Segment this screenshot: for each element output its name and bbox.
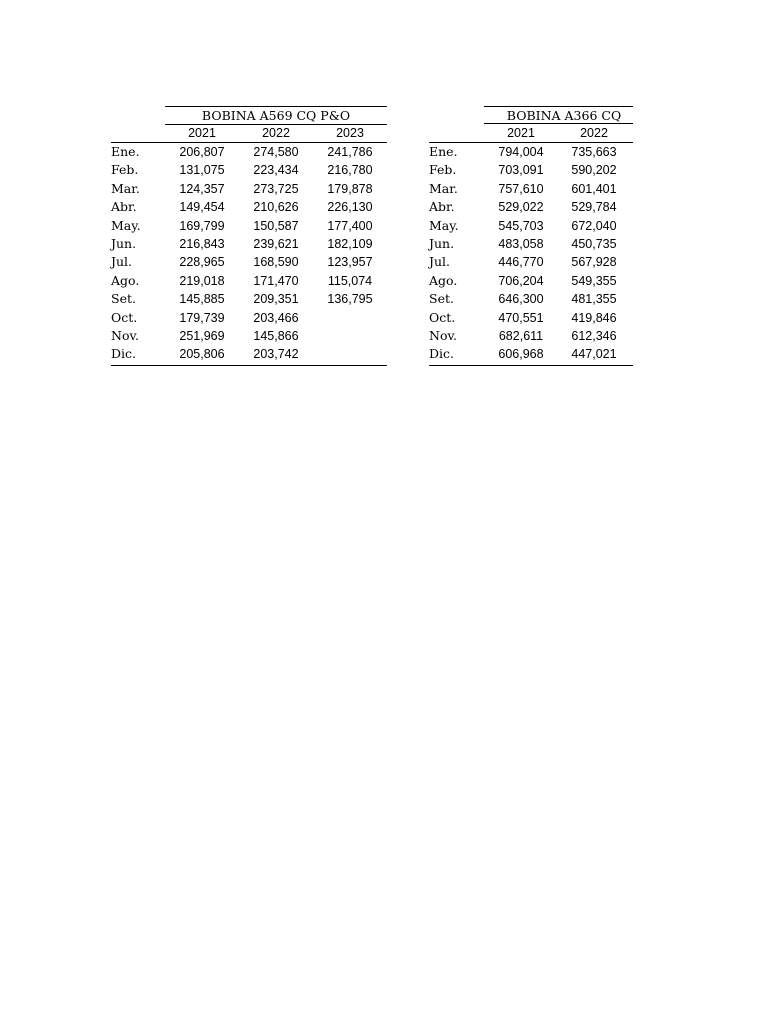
table-row bbox=[111, 198, 387, 216]
value-cell: 203,742 bbox=[253, 347, 299, 362]
value-cell: 567,928 bbox=[571, 255, 617, 270]
table-row bbox=[111, 143, 387, 161]
value-cell: 549,355 bbox=[571, 273, 617, 288]
value-cell: 145,885 bbox=[179, 292, 225, 307]
month-label: Oct. bbox=[111, 309, 138, 325]
year-header: 2021 bbox=[507, 126, 535, 140]
bottom-rule bbox=[111, 365, 387, 366]
month-label: Jun. bbox=[111, 235, 137, 251]
value-cell: 228,965 bbox=[179, 255, 225, 270]
month-label: Feb. bbox=[111, 162, 139, 178]
month-label: Ene. bbox=[111, 144, 140, 159]
table-row bbox=[429, 161, 633, 179]
table-row bbox=[429, 198, 633, 216]
table-row bbox=[429, 345, 633, 363]
month-label: Set. bbox=[111, 291, 136, 307]
month-label: Ago. bbox=[429, 272, 458, 288]
value-cell: 470,551 bbox=[498, 310, 544, 325]
value-cell: 210,626 bbox=[253, 200, 299, 215]
value-cell: 545,703 bbox=[498, 218, 544, 233]
table-row bbox=[111, 253, 387, 271]
value-cell: 794,004 bbox=[498, 145, 544, 159]
value-cell: 419,846 bbox=[571, 310, 617, 325]
year-header bbox=[631, 124, 633, 142]
month-label: Dic. bbox=[111, 346, 136, 362]
value-cell: 124,357 bbox=[179, 181, 225, 196]
value-cell: 209,351 bbox=[253, 292, 299, 307]
year-header: 2021 bbox=[188, 126, 216, 140]
value-cell: 735,663 bbox=[571, 145, 617, 159]
table-title: BOBINA A569 CQ P&O bbox=[165, 106, 387, 125]
table-row bbox=[429, 327, 633, 345]
table-row bbox=[429, 253, 633, 271]
title-underline bbox=[484, 123, 633, 124]
table-row bbox=[429, 290, 633, 308]
value-cell: 481,355 bbox=[571, 292, 617, 307]
value-cell: 241,786 bbox=[327, 145, 373, 159]
value-cell: 168,590 bbox=[253, 255, 299, 270]
table-row bbox=[429, 143, 633, 161]
month-label: Ene. bbox=[429, 144, 458, 159]
value-cell: 703,091 bbox=[498, 163, 544, 178]
month-label: Oct. bbox=[429, 309, 456, 325]
value-cell: 606,968 bbox=[498, 347, 544, 362]
value-cell: 251,969 bbox=[179, 328, 225, 343]
month-label: Feb. bbox=[429, 162, 457, 178]
value-cell: 612,346 bbox=[571, 328, 617, 343]
value-cell: 216,780 bbox=[327, 163, 373, 178]
value-cell: 131,075 bbox=[179, 163, 225, 178]
value-cell: 646,300 bbox=[498, 292, 544, 307]
value-cell: 171,470 bbox=[253, 273, 299, 288]
month-label: Dic. bbox=[429, 346, 454, 362]
month-label: Nov. bbox=[111, 327, 140, 343]
value-cell: 450,735 bbox=[571, 236, 617, 251]
month-label: Ago. bbox=[111, 272, 140, 288]
spreadsheet-page bbox=[0, 0, 633, 380]
value-cell: 177,400 bbox=[327, 218, 373, 233]
table-row bbox=[429, 235, 633, 253]
month-label: Mar. bbox=[111, 180, 140, 196]
value-cell: 239,621 bbox=[253, 236, 299, 251]
table-body bbox=[111, 143, 387, 364]
table-row bbox=[111, 272, 387, 290]
table-title: BOBINA A366 CQ bbox=[484, 106, 633, 124]
month-label: Mar. bbox=[429, 180, 458, 196]
month-label: Jun. bbox=[429, 235, 455, 251]
table-row bbox=[111, 235, 387, 253]
month-label: Set. bbox=[429, 291, 454, 307]
value-cell: 179,739 bbox=[179, 310, 225, 325]
table-bobina-a569 bbox=[111, 106, 387, 368]
value-cell: 273,725 bbox=[253, 181, 299, 196]
month-label: Jul. bbox=[429, 254, 451, 270]
value-cell: 529,784 bbox=[571, 200, 617, 215]
value-cell: 601,401 bbox=[571, 181, 617, 196]
month-label: Nov. bbox=[429, 327, 458, 343]
table-row bbox=[111, 309, 387, 327]
year-header: 2022 bbox=[262, 126, 290, 140]
value-cell: 223,434 bbox=[253, 163, 299, 178]
table-row bbox=[111, 180, 387, 198]
value-cell: 219,018 bbox=[179, 273, 225, 288]
value-cell: 529,022 bbox=[498, 200, 544, 215]
value-cell: 226,130 bbox=[327, 200, 373, 215]
value-cell: 150,587 bbox=[253, 218, 299, 233]
value-cell: 706,204 bbox=[498, 273, 544, 288]
value-cell: 145,866 bbox=[253, 328, 299, 343]
table-row bbox=[429, 272, 633, 290]
value-cell: 672,040 bbox=[571, 218, 617, 233]
value-cell: 115,074 bbox=[327, 273, 373, 288]
value-cell: 757,610 bbox=[498, 181, 544, 196]
month-label: May. bbox=[111, 217, 141, 233]
value-cell: 136,795 bbox=[327, 292, 373, 307]
table-bobina-a366 bbox=[429, 106, 633, 368]
value-cell: 216,843 bbox=[179, 236, 225, 251]
table-row bbox=[429, 309, 633, 327]
month-label: May. bbox=[429, 217, 459, 233]
value-cell: 446,770 bbox=[498, 255, 544, 270]
year-header: 2022 bbox=[580, 126, 608, 140]
value-cell: 274,580 bbox=[253, 145, 299, 159]
month-label: Abr. bbox=[111, 199, 137, 215]
value-cell: 206,807 bbox=[179, 145, 225, 159]
value-cell: 149,454 bbox=[179, 200, 225, 215]
value-cell: 205,806 bbox=[179, 347, 225, 362]
value-cell: 483,058 bbox=[498, 236, 544, 251]
month-label: Jul. bbox=[111, 254, 133, 270]
table-row bbox=[111, 217, 387, 235]
value-cell: 682,611 bbox=[498, 328, 544, 343]
table-row bbox=[429, 217, 633, 235]
table-row bbox=[429, 180, 633, 198]
table-body bbox=[429, 143, 633, 364]
value-cell: 447,021 bbox=[571, 347, 617, 362]
value-cell: 123,957 bbox=[327, 255, 373, 270]
table-row bbox=[111, 327, 387, 345]
table-row bbox=[111, 290, 387, 308]
value-cell: 590,202 bbox=[571, 163, 617, 178]
value-cell: 169,799 bbox=[179, 218, 225, 233]
value-cell: 179,878 bbox=[327, 181, 373, 196]
table-row bbox=[111, 345, 387, 363]
value-cell: 203,466 bbox=[253, 310, 299, 325]
year-header: 2023 bbox=[336, 126, 364, 140]
bottom-rule bbox=[429, 365, 633, 366]
month-label: Abr. bbox=[429, 199, 455, 215]
value-cell: 182,109 bbox=[327, 236, 373, 251]
table-row bbox=[111, 161, 387, 179]
